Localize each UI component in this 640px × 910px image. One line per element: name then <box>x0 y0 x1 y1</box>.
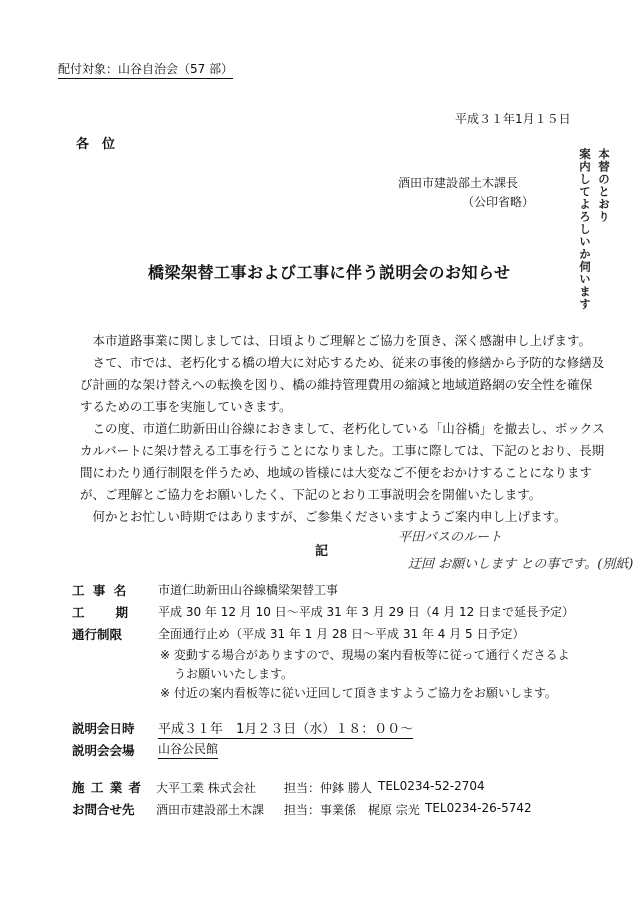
body-line: カルバートに架け替える工事を行うことになりました。工事に際しては、下記のとおり、長期 <box>80 443 605 458</box>
body-line: するための工事を実施していきます。 <box>80 399 292 414</box>
meeting-venue-label: 説明会会場 <box>72 743 135 758</box>
inquiry-label: お問合せ先 <box>72 802 135 817</box>
work-period-label: 工 期 <box>72 605 131 620</box>
sender-department: 酒田市建設部土木課長 <box>398 176 519 190</box>
traffic-restriction-label: 通行制限 <box>72 627 123 642</box>
meeting-datetime-value: 平成３１年 1月２３日（水）１８：００～ <box>158 718 413 739</box>
note-1-line1: ※ 変動する場合がありますので、現場の案内看板等に従って通行くださるよ <box>160 648 570 662</box>
contractor-label: 施 工 業 者 <box>72 780 143 795</box>
work-name-label: 工 事 名 <box>72 583 129 598</box>
work-period-value: 平成 30 年 12 月 10 日～平成 31 年 3 月 29 日（4 月 12 日まで延長予定） <box>158 605 575 619</box>
body-line: び計画的な架け替えへの転換を図り、橋の維持管理費用の縮減と地域道路網の安全性を確保 <box>80 377 593 392</box>
margin-note-line2: 案内してよろしいか伺います <box>578 148 592 311</box>
note-2: ※ 付近の案内看板等に従い迂回して頂きますようご協力をお願いします。 <box>160 686 557 700</box>
inquiry-tel: TEL0234-26-5742 <box>425 801 532 815</box>
work-name-value: 市道仁助新田山谷線橋梁架替工事 <box>158 583 339 597</box>
inquiry-name: 酒田市建設部土木課 <box>156 803 265 817</box>
body-line: が、ご理解とご協力をお願いしたく、下記のとおり工事説明会を開催いたします。 <box>80 487 542 502</box>
document-date: 平成３１年1月１５日 <box>455 112 571 126</box>
handwritten-note-line2: 迂回 お願いします との事です。(別紙) <box>408 557 634 572</box>
distribution-target: 配付対象：山谷自治会（57 部） <box>58 60 233 79</box>
margin-note-line1: 本替のとおり <box>597 148 611 223</box>
inquiry-person: 担当：事業係 梶原 宗光 <box>284 803 420 817</box>
body-line: この度、市道仁助新田山谷線におきまして、老朽化している「山谷橋」を撤去し、ボックス <box>80 421 605 436</box>
ki-heading: 記 <box>315 544 329 559</box>
body-line: 間にわたり通行制限を伴うため、地域の皆様には大変なご不便をおかけすることになります <box>80 465 593 480</box>
contractor-tel: TEL0234-52-2704 <box>378 779 485 793</box>
body-line: 何かとお忙しい時期ではありますが、ご参集くださいますようご案内申し上げます。 <box>80 509 567 524</box>
handwritten-note-line1: 平田バスのルート <box>398 530 503 545</box>
body-line: さて、市では、老朽化する橋の増大に対応するため、従来の事後的修繕から予防的な修繕及 <box>80 355 605 370</box>
contractor-name: 大平工業 株式会社 <box>156 781 256 795</box>
meeting-venue-value: 山谷公民館 <box>158 740 218 759</box>
meeting-datetime-label: 説明会日時 <box>72 721 135 736</box>
traffic-restriction-value: 全面通行止め（平成 31 年 1 月 28 日～平成 31 年 4 月 5 日予定） <box>158 627 525 641</box>
body-line: 本市道路事業に関しましては、日頃よりご理解とご協力を頂き、深く感謝申し上げます。 <box>80 333 592 348</box>
note-1-line2: うお願いいたします。 <box>174 667 294 681</box>
contractor-person: 担当：仲鉢 勝人 <box>284 781 372 795</box>
addressee: 各 位 <box>76 137 116 152</box>
document-title: 橋梁架替工事および工事に伴う説明会のお知らせ <box>148 263 511 282</box>
body-paragraphs <box>80 330 605 528</box>
seal-omitted-note: （公印省略） <box>462 195 535 209</box>
